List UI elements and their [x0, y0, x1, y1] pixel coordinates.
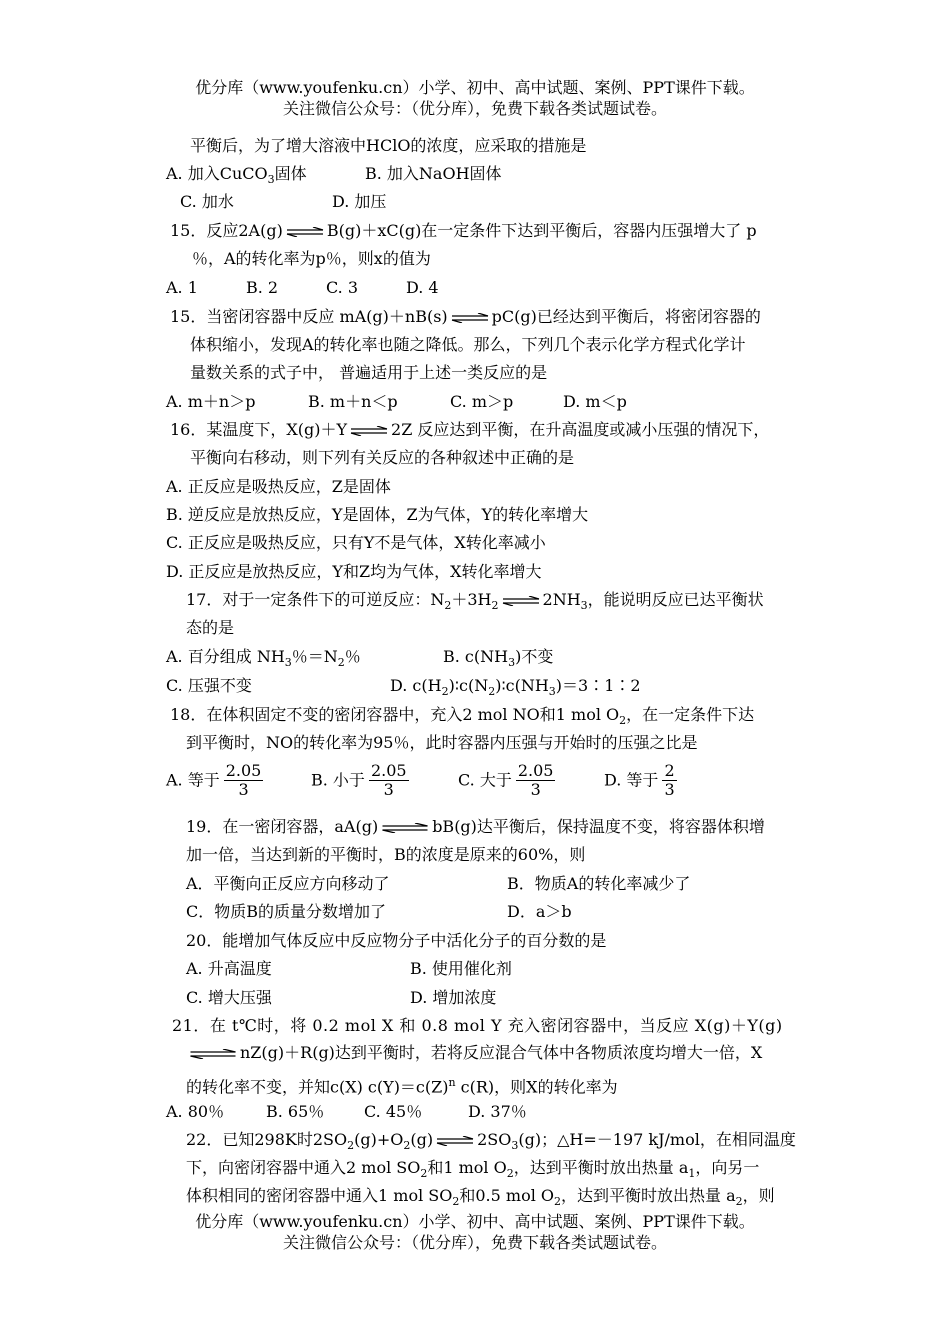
- q15a-option-d: D. 4: [406, 278, 439, 297]
- q16-option-b: B. 逆反应是放热反应，Y是固体，Z为气体，Y的转化率增大: [166, 505, 589, 524]
- q18-option-c: C. 大于 $\frac{2.05}{3}$: [458, 761, 554, 799]
- q16-line-2: 平衡向右移动，则下列有关反应的各种叙述中正确的是: [190, 448, 575, 467]
- q15b-line-2: 体积缩小，发现A的转化率也随之降低。那么，下列几个表示化学方程式化学计: [190, 335, 746, 354]
- q15a-option-a: A. 1: [166, 278, 198, 297]
- q19-option-c: C．物质B的质量分数增加了: [186, 902, 387, 921]
- q17-option-c: C. 压强不变: [166, 676, 252, 695]
- q17-line-1: 17．对于一定条件下的可逆反应：$N_2+3H_2$ $2NH_3$，能说明反应已达平衡状: [186, 590, 764, 613]
- q14-option-b: B. 加入NaOH固体: [365, 164, 502, 183]
- q21-option-b: B. 65％: [266, 1102, 325, 1121]
- q21-line-2: nZ(g)＋R(g)达到平衡时，若将反应混合气体中各物质浓度均增大一倍，X: [186, 1043, 762, 1063]
- q16-line-1: 16．某温度下，X(g)＋Y 2Z 反应达到平衡，在升高温度或减小压强的情况下，: [170, 420, 770, 439]
- q17-option-d: D. $c(H_2)∶c(N_2)∶c(NH_3)=3∶1∶2$: [390, 676, 641, 699]
- q20-option-a: A. 升高温度: [186, 959, 272, 978]
- q17-option-b: B. $c(NH_3)$不变: [443, 647, 554, 670]
- equilibrium-arrow-icon: [501, 596, 541, 606]
- q21-option-c: C. 45％: [364, 1102, 423, 1121]
- equilibrium-arrow-icon: [450, 313, 490, 323]
- q15b-option-c: C. m＞p: [450, 392, 514, 411]
- q15b-option-a: A. m＋n＞p: [166, 392, 256, 411]
- q14-option-c: C. 加水: [180, 192, 234, 211]
- q14-option-d: D. 加压: [332, 192, 387, 211]
- q18-line-2: 到平衡时，NO的转化率为95％，此时容器内压强与开始时的压强之比是: [186, 733, 698, 752]
- equilibrium-arrow-icon: [349, 426, 389, 436]
- q15a-option-b: B. 2: [246, 278, 279, 297]
- q22-line-3: 体积相同的密闭容器中通入1 mol $SO_2$和0.5 mol $O_2$，达到平衡时放出热量 $a_2$，则: [186, 1186, 775, 1209]
- q15a-option-c: C. 3: [326, 278, 359, 297]
- q15b-option-d: D. m＜p: [563, 392, 627, 411]
- q20-option-b: B. 使用催化剂: [410, 959, 512, 978]
- q19-line-2: 加一倍，当达到新的平衡时，B的浓度是原来的60%，则: [186, 845, 586, 864]
- q18-line-1: 18．在体积固定不变的密闭容器中，充入2 mol NO和1 mol $O_2$，在一定条件下达: [170, 705, 755, 728]
- q19-option-b: B．物质A的转化率减少了: [507, 874, 691, 893]
- q18-option-b: B. 小于 $\frac{2.05}{3}$: [311, 761, 407, 799]
- q20-option-c: C. 增大压强: [186, 988, 272, 1007]
- q15b-option-b: B. m＋n＜p: [308, 392, 398, 411]
- footer-line-1: 优分库（www.youfenku.cn）小学、初中、高中试题、案例、PPT课件下载。: [195, 1212, 755, 1231]
- q21-line-1: 21．在 t℃时，将 0.2 mol X 和 0.8 mol Y 充入密闭容器中，当反应 X(g)＋Y(g): [172, 1016, 783, 1035]
- q19-line-1: 19．在一密闭容器，aA(g) bB(g)达平衡后，保持温度不变，将容器体积增: [186, 817, 765, 836]
- q18-option-d: D. 等于 $\frac{2}{3}$: [604, 761, 675, 799]
- q17-line-2: 态的是: [186, 618, 235, 637]
- q16-option-a: A. 正反应是吸热反应，Z是固体: [166, 477, 391, 496]
- q22-line-1: 22．已知298K时$2SO_2(g)+O_2(g)$ $2SO_3(g)$；△H=－197 kJ/mol，在相同温度: [186, 1130, 796, 1153]
- q16-option-c: C. 正反应是吸热反应，只有Y不是气体，X转化率减小: [166, 533, 546, 552]
- equilibrium-arrow-icon: [285, 227, 325, 237]
- header-line-1: 优分库（www.youfenku.cn）小学、初中、高中试题、案例、PPT课件下载。: [195, 78, 755, 97]
- header-line-2: 关注微信公众号：（优分库），免费下载各类试题试卷。: [282, 99, 667, 118]
- q15b-line-1: 15．当密闭容器中反应 mA(g)＋nB(s) pC(g)已经达到平衡后，将密闭容器的: [170, 307, 761, 326]
- q21-line-3: 的转化率不变，并知c(X) $c(Y)=c(Z)^n$ c(R)，则X的转化率为: [186, 1076, 618, 1097]
- q20-option-d: D. 增加浓度: [410, 988, 497, 1007]
- q20-stem: 20．能增加气体反应中反应物分子中活化分子的百分数的是: [186, 931, 607, 950]
- q19-option-a: A．平衡向正反应方向移动了: [186, 874, 390, 893]
- q15b-line-3: 量数关系的式子中， 普遍适用于上述一类反应的是: [190, 363, 548, 382]
- q19-option-d: D．a＞b: [507, 902, 572, 921]
- equilibrium-arrow-icon: [188, 1049, 238, 1059]
- q21-option-d: D. 37％: [468, 1102, 527, 1121]
- equilibrium-arrow-icon: [380, 823, 430, 833]
- equilibrium-arrow-icon: [435, 1136, 475, 1146]
- q15a-line-1: 15．反应2A(g) B(g)＋xC(g)在一定条件下达到平衡后，容器内压强增大了 p: [170, 221, 757, 240]
- q18-option-a: A. 等于 $\frac{2.05}{3}$: [166, 761, 262, 799]
- q21-option-a: A. 80％: [166, 1102, 225, 1121]
- q16-option-d: D. 正反应是放热反应，Y和Z均为气体，X转化率增大: [166, 562, 542, 581]
- q17-option-a: A. 百分组成 $NH_3$％$=N_2$％: [166, 647, 361, 670]
- q22-line-2: 下，向密闭容器中通入2 mol $SO_2$和1 mol $O_2$，达到平衡时放出热量 $a_1$，向另一: [186, 1158, 760, 1181]
- footer-line-2: 关注微信公众号：（优分库），免费下载各类试题试卷。: [282, 1233, 667, 1252]
- q15a-line-2: ％，A的转化率为p％，则x的值为: [192, 249, 431, 268]
- q14-stem: 平衡后，为了增大溶液中HClO的浓度，应采取的措施是: [190, 136, 587, 155]
- q14-option-a: A. 加入CuCO$_3$固体: [166, 164, 307, 187]
